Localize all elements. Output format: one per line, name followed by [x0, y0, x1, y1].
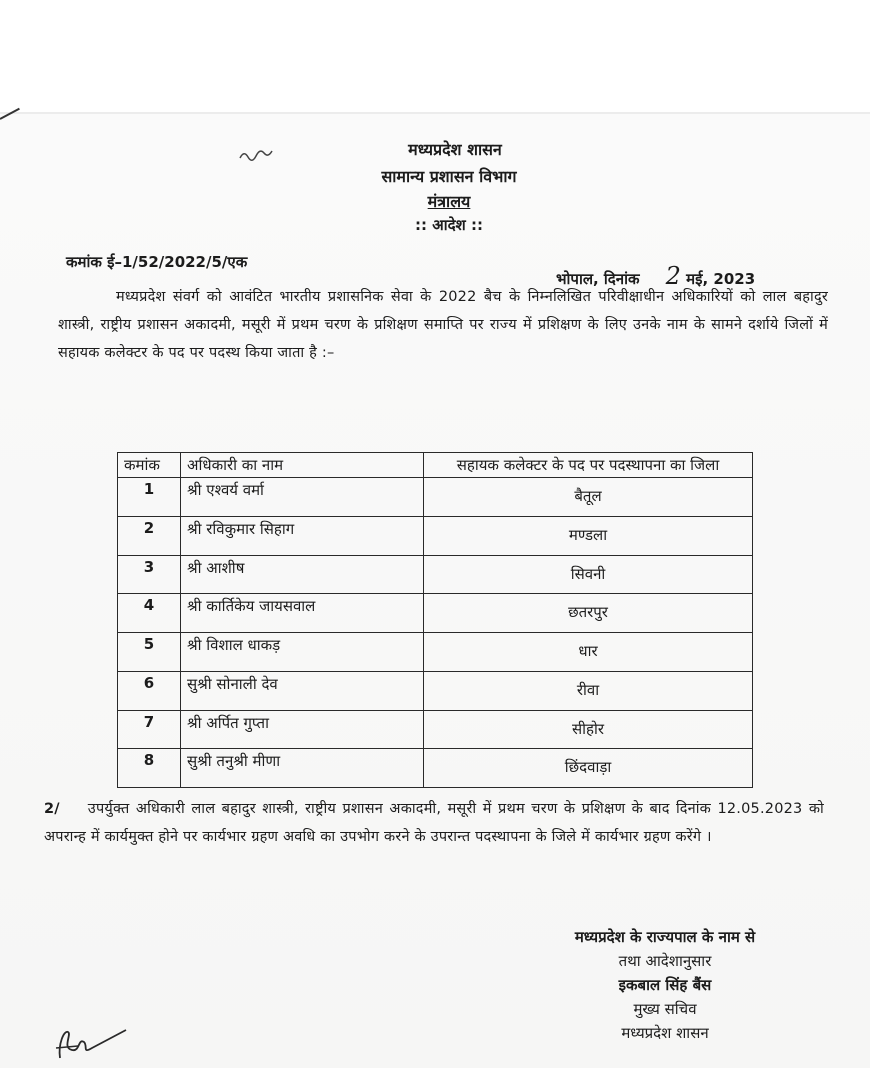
row-district: सीहोर [424, 710, 753, 749]
date-rest: मई, 2023 [686, 270, 756, 288]
row-name: सुश्री सोनाली देव [181, 671, 424, 710]
row-name: श्री एश्वर्य वर्मा [181, 478, 424, 517]
paper-edge [0, 112, 870, 114]
signatory-name: इकबाल सिंह बैंस [618, 976, 712, 994]
signatory-office: मध्यप्रदेश शासन [621, 1024, 709, 1042]
row-sr: 1 [118, 478, 181, 517]
row-district: सिवनी [424, 555, 753, 594]
row-district: रीवा [424, 671, 753, 710]
table-row [118, 633, 753, 672]
order-number: कमांक ई–1/52/2022/5/एक [66, 253, 248, 271]
row-district: मण्डला [424, 516, 753, 555]
row-sr: 2 [118, 516, 181, 555]
header-district: सहायक कलेक्टर के पद पर पदस्थापना का जिला [424, 453, 753, 478]
order-title: :: आदेश :: [415, 216, 483, 234]
table-row [118, 671, 753, 710]
row-sr: 6 [118, 671, 181, 710]
table-row [118, 555, 753, 594]
signature-line-1: मध्यप्रदेश के राज्यपाल के नाम से [574, 928, 756, 946]
top-margin [0, 0, 870, 112]
ministry-heading: मंत्रालय [427, 192, 471, 211]
place-date-prefix: भोपाल, दिनांक [556, 270, 640, 288]
paragraph-2 [44, 795, 824, 851]
row-sr: 5 [118, 633, 181, 672]
department-heading: सामान्य प्रशासन विभाग [381, 167, 517, 186]
row-district: धार [424, 633, 753, 672]
table-row [118, 710, 753, 749]
row-name: श्री रविकुमार सिहाग [181, 516, 424, 555]
row-sr: 3 [118, 555, 181, 594]
row-name: सुश्री तनुश्री मीणा [181, 749, 424, 788]
header-sr: कमांक [118, 453, 181, 478]
handwritten-date-day: 2 [665, 262, 681, 290]
signature-line-2: तथा आदेशानुसार [618, 952, 712, 970]
signature-block [500, 925, 830, 1045]
signatory-designation: मुख्य सचिव [633, 1000, 697, 1018]
row-sr: 4 [118, 594, 181, 633]
table-row [118, 749, 753, 788]
row-district: छतरपुर [424, 594, 753, 633]
row-district: छिंदवाड़ा [424, 749, 753, 788]
paragraph-2-text: उपर्युक्त अधिकारी लाल बहादुर शास्त्री, राष्ट्रीय प्रशासन अकादमी, मसूरी में प्रथम चरण के प्रशिक्षण के बाद दिनांक 12.05.2023 को अपरान्ह में कार्यमुक्त होने पर कार्यभार ग्रहण अवधि का उपभोग करने के उपरान्त पदस्थापना के जिले में कार्यभार ग्रहण करेंगे । [44, 801, 824, 845]
row-name: श्री कार्तिकेय जायसवाल [181, 594, 424, 633]
government-heading: मध्यप्रदेश शासन [408, 140, 502, 159]
row-sr: 8 [118, 749, 181, 788]
row-name: श्री अर्पित गुप्ता [181, 710, 424, 749]
paragraph-2-number: 2/ [44, 801, 60, 817]
table-row [118, 594, 753, 633]
row-district: बैतूल [424, 478, 753, 517]
handwritten-initials [52, 1018, 132, 1064]
row-name: श्री विशाल धाकड़ [181, 633, 424, 672]
row-sr: 7 [118, 710, 181, 749]
table-row [118, 516, 753, 555]
table-row [118, 478, 753, 517]
posting-table [117, 452, 753, 788]
table-header-row [118, 453, 753, 478]
header-name: अधिकारी का नाम [181, 453, 424, 478]
paragraph-1: मध्यप्रदेश संवर्ग को आवंटित भारतीय प्रशासनिक सेवा के 2022 बैच के निम्नलिखित परिवीक्षाधीन अधिकारियों को लाल बहादुर शास्त्री, राष्ट्रीय प्रशासन अकादमी, मसूरी में प्रथम चरण के प्रशिक्षण समाप्ति पर राज्य में प्रशिक्षण के लिए उनके नाम के सामने दर्शाये जिलों में सहायक कलेक्टर के पद पर पदस्थ किया जाता है :– [58, 289, 828, 361]
row-name: श्री आशीष [181, 555, 424, 594]
